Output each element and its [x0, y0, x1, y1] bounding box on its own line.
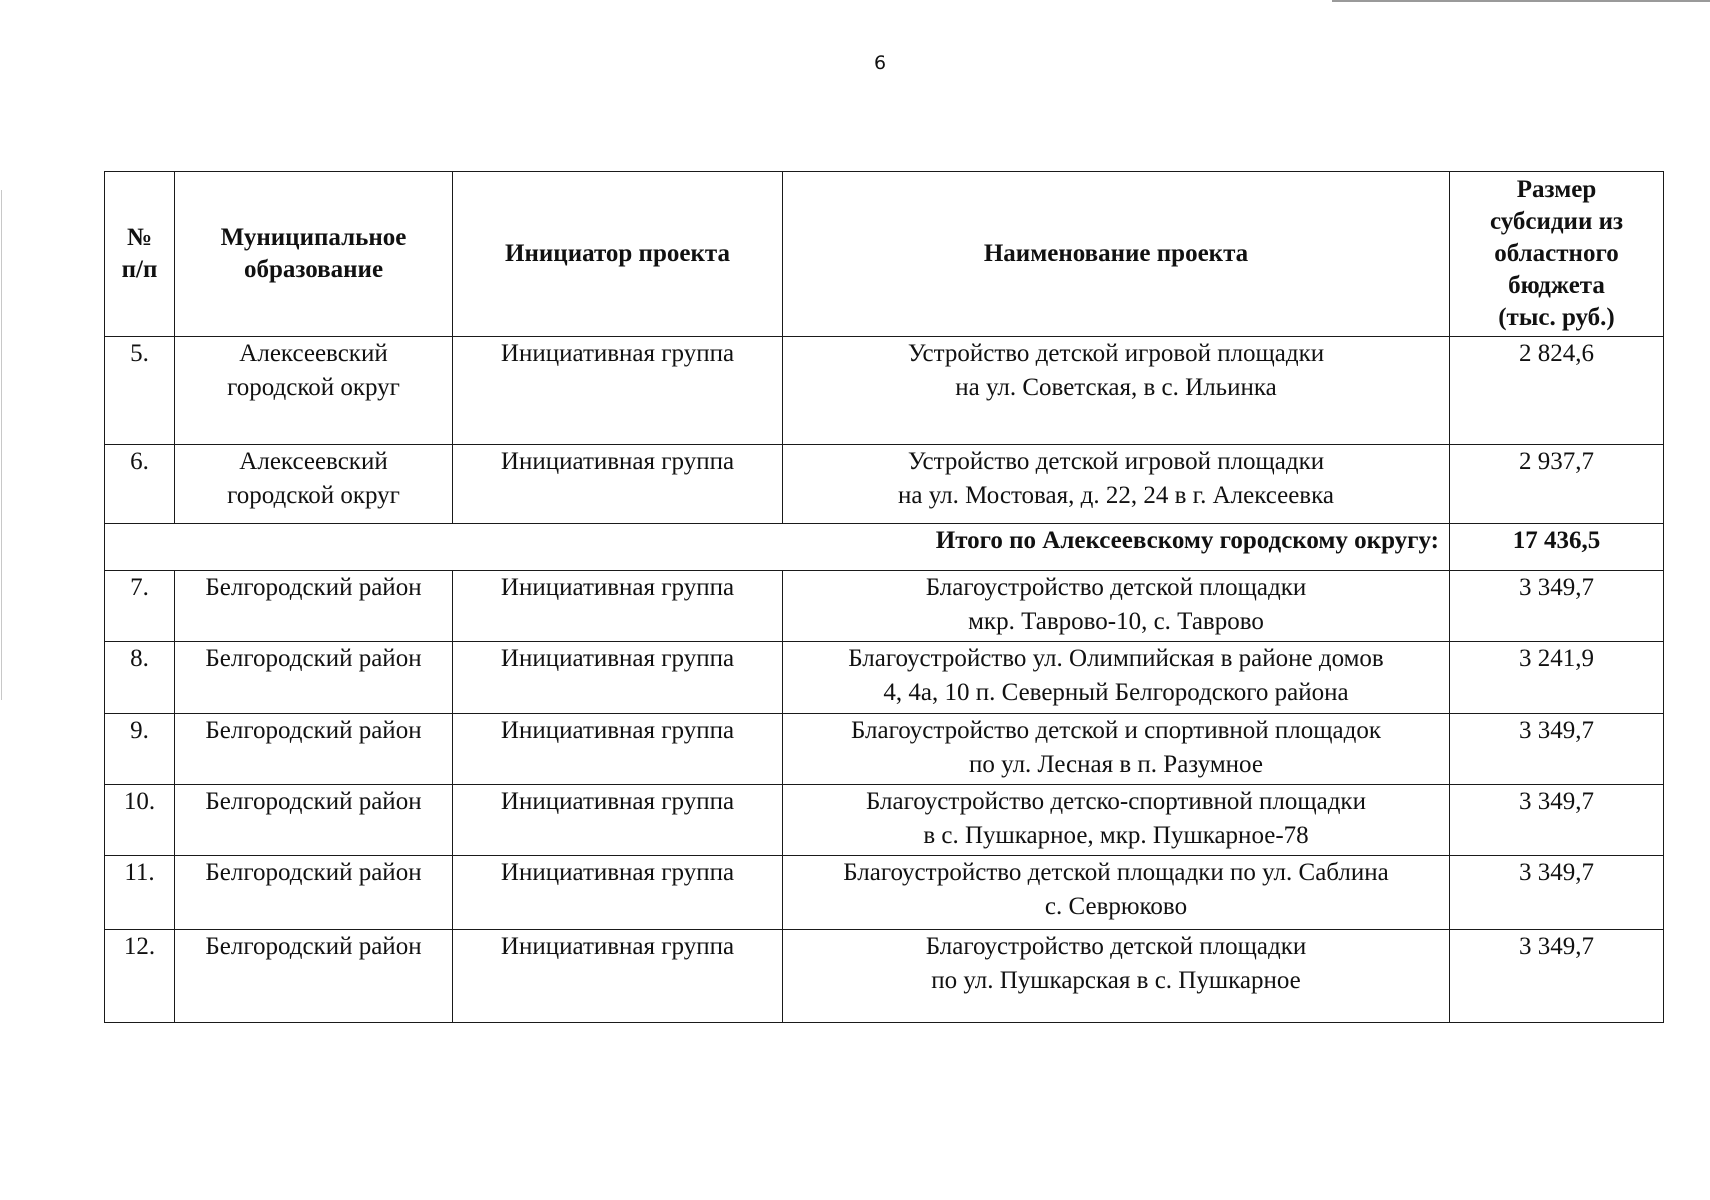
row-municipality: Алексеевский городской округ — [175, 445, 453, 524]
column-header-initiator: Инициатор проекта — [453, 172, 783, 337]
row-project: Благоустройство детской площадки мкр. Таврово-10, с. Таврово — [783, 571, 1450, 642]
table-row — [105, 445, 1664, 524]
row-number: 12. — [105, 930, 175, 1023]
table-row — [105, 930, 1664, 1023]
row-subsidy: 3 349,7 — [1450, 930, 1664, 1023]
table-header-row — [105, 172, 1664, 337]
row-project: Благоустройство ул. Олимпийская в районе домов 4, 4а, 10 п. Северный Белгородского района — [783, 642, 1450, 714]
row-project: Благоустройство детской и спортивной площадок по ул. Лесная в п. Разумное — [783, 714, 1450, 785]
table-row — [105, 714, 1664, 785]
row-municipality: Белгородский район — [175, 571, 453, 642]
row-municipality: Алексеевский городской округ — [175, 337, 453, 445]
row-initiator: Инициативная группа — [453, 785, 783, 856]
column-header-municipality: Муниципальное образование — [175, 172, 453, 337]
row-municipality: Белгородский район — [175, 642, 453, 714]
total-row — [105, 524, 1664, 571]
column-header-number: № п/п — [105, 172, 175, 337]
row-municipality: Белгородский район — [175, 714, 453, 785]
row-project: Устройство детской игровой площадки на ул. Советская, в с. Ильинка — [783, 337, 1450, 445]
row-subsidy: 2 937,7 — [1450, 445, 1664, 524]
row-number: 6. — [105, 445, 175, 524]
row-initiator: Инициативная группа — [453, 642, 783, 714]
row-number: 11. — [105, 856, 175, 930]
row-subsidy: 3 241,9 — [1450, 642, 1664, 714]
row-initiator: Инициативная группа — [453, 445, 783, 524]
row-initiator: Инициативная группа — [453, 930, 783, 1023]
table-row — [105, 856, 1664, 930]
table-row — [105, 785, 1664, 856]
scan-edge-line — [1332, 0, 1710, 2]
row-subsidy: 3 349,7 — [1450, 856, 1664, 930]
row-subsidy: 2 824,6 — [1450, 337, 1664, 445]
row-municipality: Белгородский район — [175, 930, 453, 1023]
table-row — [105, 571, 1664, 642]
column-header-project: Наименование проекта — [783, 172, 1450, 337]
row-project: Устройство детской игровой площадки на ул. Мостовая, д. 22, 24 в г. Алексеевка — [783, 445, 1450, 524]
row-project: Благоустройство детско-спортивной площадки в с. Пушкарное, мкр. Пушкарное-78 — [783, 785, 1450, 856]
row-municipality: Белгородский район — [175, 785, 453, 856]
row-number: 9. — [105, 714, 175, 785]
row-number: 10. — [105, 785, 175, 856]
column-header-subsidy: Размер субсидии из областного бюджета (тыс. руб.) — [1450, 172, 1664, 337]
row-subsidy: 3 349,7 — [1450, 785, 1664, 856]
total-value: 17 436,5 — [1450, 524, 1664, 571]
row-number: 8. — [105, 642, 175, 714]
table-row — [105, 337, 1664, 445]
row-number: 7. — [105, 571, 175, 642]
row-subsidy: 3 349,7 — [1450, 571, 1664, 642]
row-initiator: Инициативная группа — [453, 714, 783, 785]
row-initiator: Инициативная группа — [453, 571, 783, 642]
row-number: 5. — [105, 337, 175, 445]
page-number: 6 — [873, 52, 887, 74]
row-project: Благоустройство детской площадки по ул. Саблина с. Севрюково — [783, 856, 1450, 930]
row-initiator: Инициативная группа — [453, 856, 783, 930]
row-project: Благоустройство детской площадки по ул. Пушкарская в с. Пушкарное — [783, 930, 1450, 1023]
total-label: Итого по Алексеевскому городскому округу: — [105, 524, 1450, 571]
scan-edge-line — [1, 190, 2, 700]
table-row — [105, 642, 1664, 714]
row-subsidy: 3 349,7 — [1450, 714, 1664, 785]
row-municipality: Белгородский район — [175, 856, 453, 930]
row-initiator: Инициативная группа — [453, 337, 783, 445]
subsidy-table — [104, 171, 1664, 1023]
